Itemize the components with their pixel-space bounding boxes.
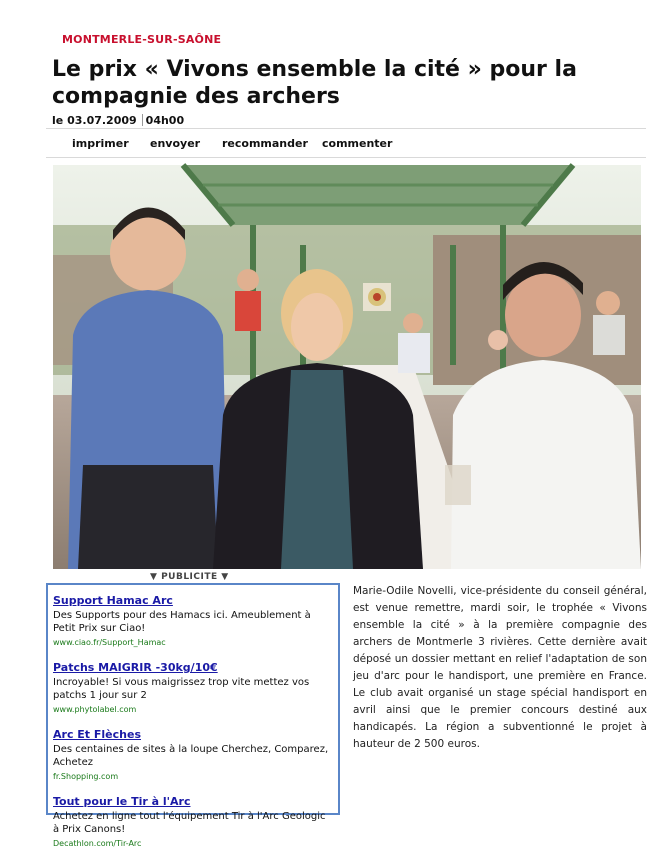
- ad-description: Achetez en ligne tout l'équipement Tir à l'Arc Geologic à Prix Canons!: [53, 811, 326, 835]
- print-link[interactable]: imprimer: [72, 137, 129, 150]
- advertising-label: [150, 572, 229, 582]
- ad-title-link[interactable]: Arc Et Flèches: [53, 728, 141, 741]
- article-body: Marie-Odile Novelli, vice-présidente du conseil général, est venue remettre, mardi soir, le trophée « Vivons ensemble la cité » à la première compagnie des archers de Montmerle 3 rivières. Cette dernière avait déposé un dossier mettant en relief l'adaptation de son jeu d'arc pour le handisport, une première en France. Le club avait organisé un stage spécial handisport en avril ainsi que le premier concours destiné aux handicapés. La région a subventionné le projet à hauteur de 2 500 euros.: [353, 585, 647, 750]
- date-separator: [142, 114, 143, 126]
- time-value: 04h00: [145, 114, 185, 127]
- ad-title-link[interactable]: Support Hamac Arc: [53, 594, 173, 607]
- ad-url-link[interactable]: www.ciao.fr/Support_Hamac: [53, 638, 166, 647]
- article-photo: [53, 165, 641, 569]
- ad-item: [53, 656, 333, 714]
- date-value: 03.07.2009: [67, 114, 137, 127]
- ad-url-link[interactable]: www.phytolabel.com: [53, 705, 137, 714]
- date-prefix: le: [52, 114, 64, 127]
- ad-item: [53, 723, 333, 781]
- ad-url-link[interactable]: Decathlon.com/Tir-Arc: [53, 839, 142, 848]
- ad-description: Incroyable! Si vous maigrissez trop vite mettez vos patchs 1 jour sur 2: [53, 677, 310, 701]
- ad-item: [53, 589, 333, 647]
- article-title: Le prix « Vivons ensemble la cité » pour la compagnie des archers: [52, 57, 577, 109]
- dateline: [52, 114, 184, 127]
- send-link[interactable]: envoyer: [150, 137, 201, 150]
- ad-block: [46, 583, 340, 848]
- photo-illustration: [53, 165, 641, 569]
- ad-item: [53, 790, 333, 848]
- ad-title-link[interactable]: Tout pour le Tir à l'Arc: [53, 795, 191, 808]
- ad-title-link[interactable]: Patchs MAIGRIR -30kg/10€: [53, 661, 218, 674]
- ad-description: Des centaines de sites à la loupe Cherchez, Comparez, Achetez: [53, 744, 329, 768]
- advertising-label-text: PUBLICITE: [161, 572, 218, 582]
- triangle-down-icon: ▼: [150, 572, 158, 582]
- article-toolbar: [46, 128, 646, 158]
- comment-link[interactable]: commenter: [322, 137, 393, 150]
- section-kicker: MONTMERLE-SUR-SAÔNE: [62, 33, 222, 46]
- triangle-down-icon: ▼: [221, 572, 229, 582]
- ad-url-link[interactable]: fr.Shopping.com: [53, 772, 119, 781]
- recommend-link[interactable]: recommander: [222, 137, 308, 150]
- ad-description: Des Supports pour des Hamacs ici. Ameublement à Petit Prix sur Ciao!: [53, 610, 311, 634]
